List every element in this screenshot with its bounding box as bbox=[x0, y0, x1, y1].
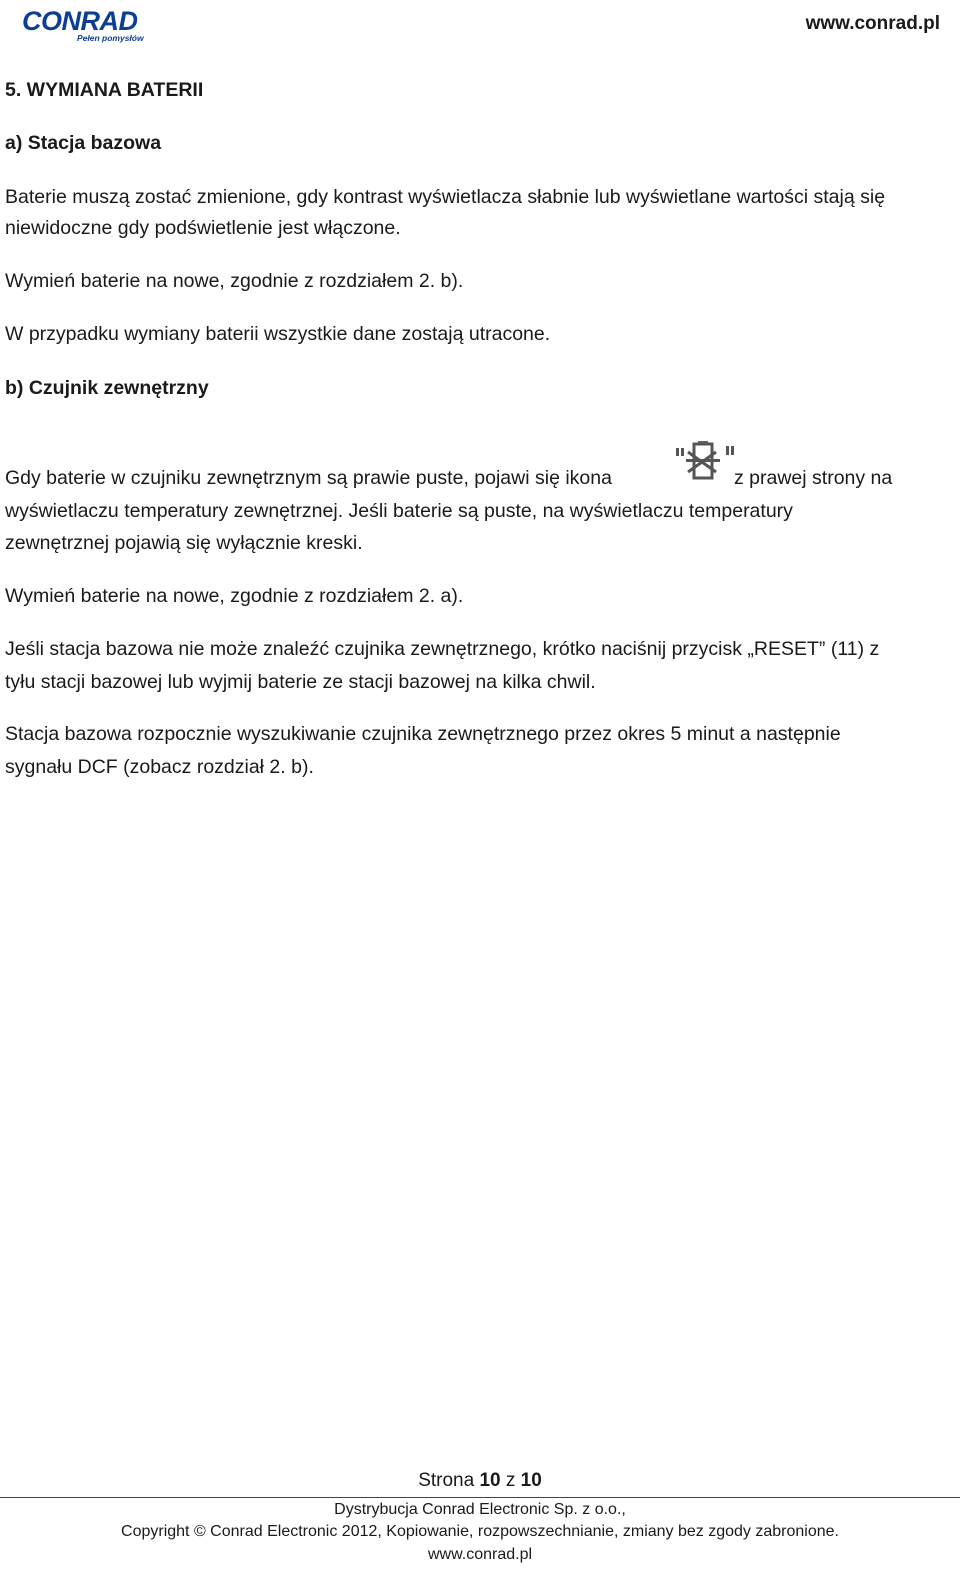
header-site-url[interactable]: www.conrad.pl bbox=[805, 13, 940, 34]
low-battery-sensor-icon bbox=[672, 438, 738, 484]
paragraph-b1-line1-before-icon: Gdy baterie w czujniku zewnętrznym są prawie puste, pojawi się ikona bbox=[5, 467, 612, 489]
subsection-a-title: a) Stacja bazowa bbox=[5, 132, 162, 154]
footer-copyright: Copyright © Conrad Electronic 2012, Kopiowanie, rozpowszechnianie, zmiany bez zgody zabronione. bbox=[121, 1523, 839, 1540]
paragraph-b4-line1: Stacja bazowa rozpocznie wyszukiwanie czujnika zewnętrznego przez okres 5 minut a następnie bbox=[5, 723, 841, 745]
paragraph-a1-line2: niewidoczne gdy podświetlenie jest włączone. bbox=[5, 217, 401, 239]
paragraph-a1-line1: Baterie muszą zostać zmienione, gdy kontrast wyświetlacza słabnie lub wyświetlane wartości stają się bbox=[5, 186, 886, 208]
paragraph-b1-line2: wyświetlaczu temperatury zewnętrznej. Jeśli baterie są puste, na wyświetlaczu temperatury bbox=[5, 500, 793, 522]
page-current: 10 bbox=[479, 1470, 501, 1491]
paragraph-b4-line2: sygnału DCF (zobacz rozdział 2. b). bbox=[5, 756, 314, 778]
logo-wordmark: CONRAD bbox=[22, 6, 138, 36]
footer-divider bbox=[0, 1497, 960, 1498]
logo-tagline: Pełen pomysłów bbox=[77, 33, 144, 43]
conrad-logo bbox=[22, 6, 144, 42]
page-number bbox=[0, 1470, 960, 1492]
paragraph-b2: Wymień baterie na nowe, zgodnie z rozdziałem 2. a). bbox=[5, 585, 464, 607]
footer-line1: Dystrybucja Conrad Electronic Sp. z o.o., bbox=[334, 1501, 626, 1518]
page-total: 10 bbox=[520, 1470, 542, 1491]
footer-site-url[interactable]: www.conrad.pl bbox=[427, 1546, 533, 1563]
page-of: z bbox=[505, 1470, 516, 1491]
page-word: Strona bbox=[418, 1470, 475, 1491]
paragraph-a3: W przypadku wymiany baterii wszystkie dane zostają utracone. bbox=[5, 323, 551, 345]
subsection-b-title: b) Czujnik zewnętrzny bbox=[5, 377, 209, 399]
paragraph-a2: Wymień baterie na nowe, zgodnie z rozdziałem 2. b). bbox=[5, 270, 464, 292]
paragraph-b1-line1-after-icon: z prawej strony na bbox=[734, 467, 893, 489]
section-title: 5. WYMIANA BATERII bbox=[5, 79, 204, 101]
paragraph-b3-line1: Jeśli stacja bazowa nie może znaleźć czujnika zewnętrznego, krótko naciśnij przycisk „RESET” (11) z bbox=[5, 638, 880, 660]
paragraph-b3-line2: tyłu stacji bazowej lub wyjmij baterie ze stacji bazowej na kilka chwil. bbox=[5, 671, 596, 693]
paragraph-b1-line3: zewnętrznej pojawią się wyłącznie kreski. bbox=[5, 532, 363, 554]
